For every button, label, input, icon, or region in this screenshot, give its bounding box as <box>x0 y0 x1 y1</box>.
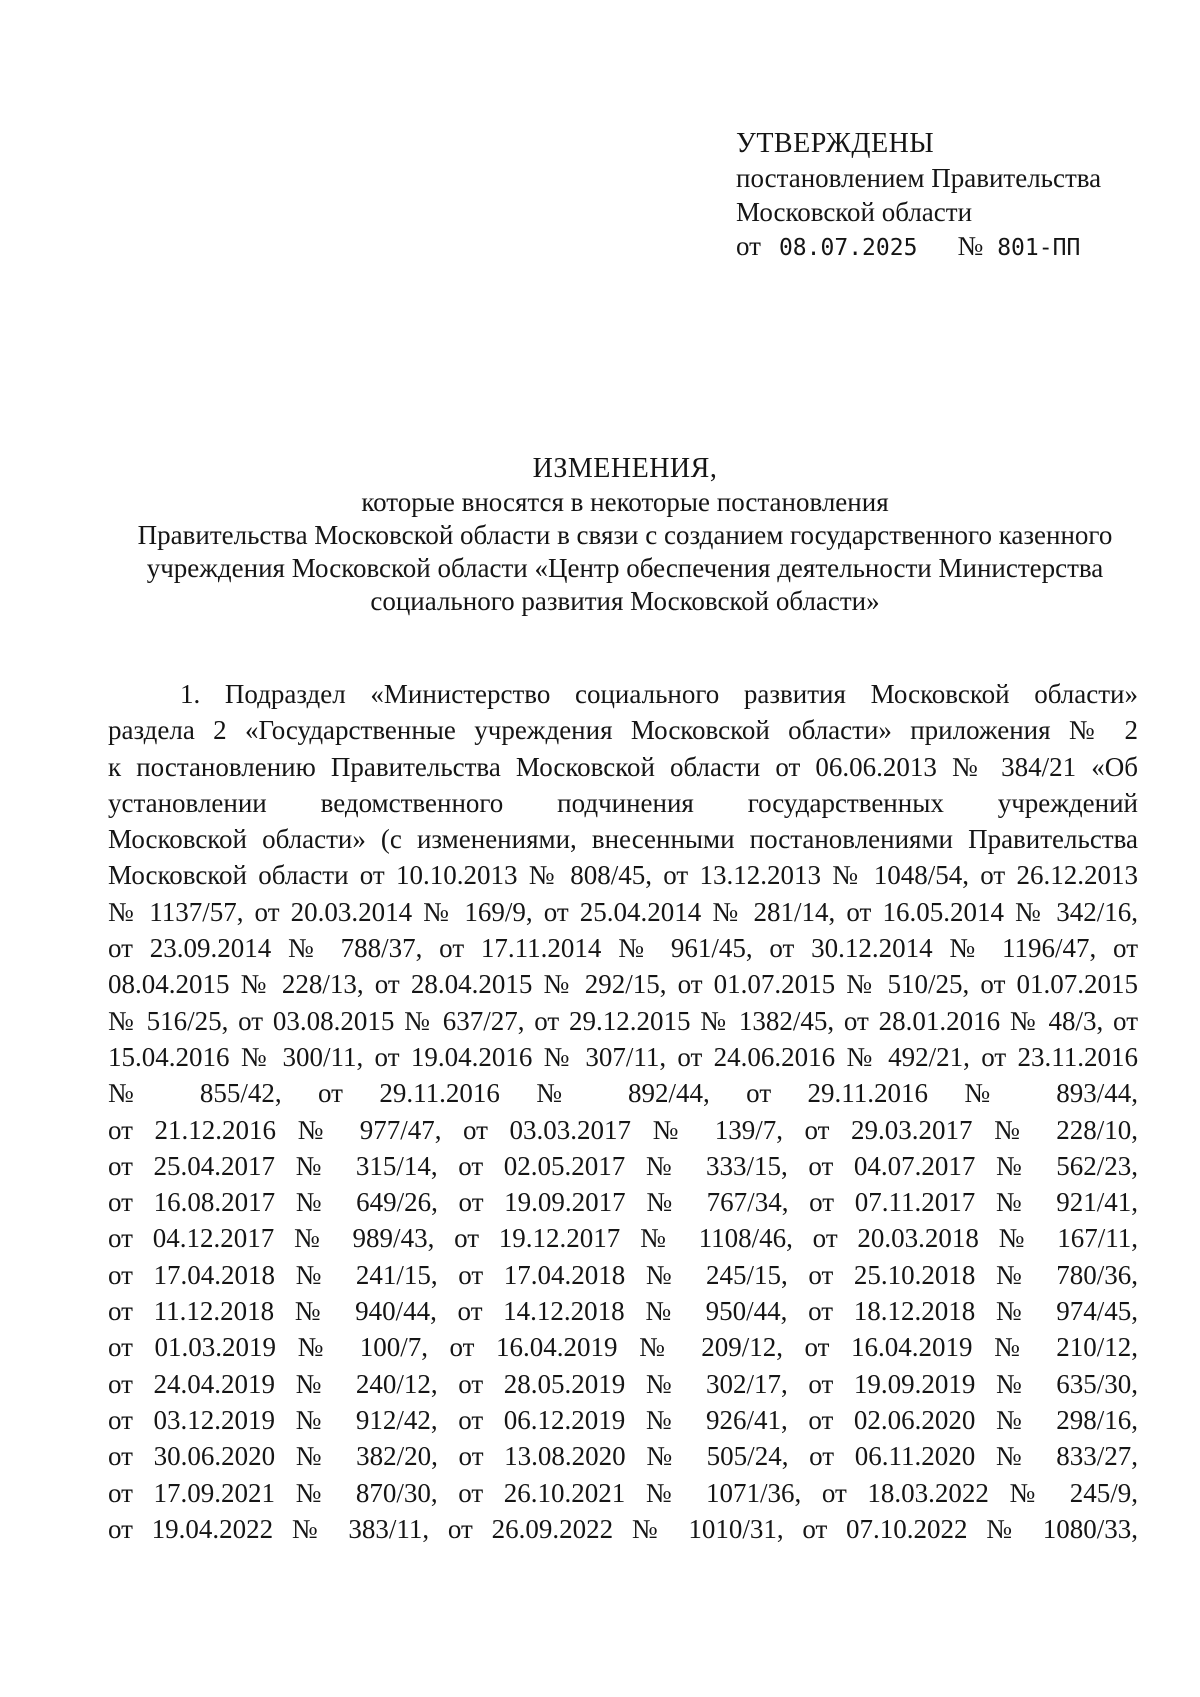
body-line: от 04.12.2017 № 989/43, от 19.12.2017 № 1108/46, от 20.03.2018 № 167/11, <box>108 1223 1138 1254</box>
body-line: 15.04.2016 № 300/11, от 19.04.2016 № 307/11, от 24.06.2016 № 492/21, от 23.11.2016 <box>108 1041 1138 1072</box>
body-line: к постановлению Правительства Московской области от 06.06.2013 № 384/21 «Об <box>108 751 1138 782</box>
body-line: 08.04.2015 № 228/13, от 28.04.2015 № 292/15, от 01.07.2015 № 510/25, от 01.07.2015 <box>108 969 1138 1000</box>
body-line: от 23.09.2014 № 788/37, от 17.11.2014 № 961/45, от 30.12.2014 № 1196/47, от <box>108 933 1138 964</box>
body-line: раздела 2 «Государственные учреждения Московской области» приложения № 2 <box>108 715 1138 746</box>
body-line: от 19.04.2022 № 383/11, от 26.09.2022 № 1010/31, от 07.10.2022 № 1080/33, <box>108 1513 1138 1544</box>
approval-date-number <box>736 229 1101 265</box>
body-line: № 516/25, от 03.08.2015 № 637/27, от 29.12.2015 № 1382/45, от 28.01.2016 № 48/3, от <box>108 1005 1138 1036</box>
body-line: установлении ведомственного подчинения государственных учреждений <box>108 787 1138 818</box>
approval-number-sign: № <box>957 231 984 261</box>
approval-title: УТВЕРЖДЕНЫ <box>736 128 935 159</box>
body-line: от 17.09.2021 № 870/30, от 26.10.2021 № 1071/36, от 18.03.2022 № 245/9, <box>108 1477 1138 1508</box>
body-line: от 16.08.2017 № 649/26, от 19.09.2017 № 767/34, от 07.11.2017 № 921/41, <box>108 1187 1138 1218</box>
body-line: от 11.12.2018 № 940/44, от 14.12.2018 № 950/44, от 18.12.2018 № 974/45, <box>108 1296 1138 1327</box>
body-line: Московской области от 10.10.2013 № 808/45, от 13.12.2013 № 1048/54, от 26.12.2013 <box>108 860 1138 891</box>
body-line: от 17.04.2018 № 241/15, от 17.04.2018 № 245/15, от 25.10.2018 № 780/36, <box>108 1259 1138 1290</box>
body-line: 1. Подраздел «Министерство социального развития Московской области» <box>180 679 1138 709</box>
approval-line-1: постановлением Правительства <box>736 163 1102 193</box>
body-line: № 855/42, от 29.11.2016 № 892/44, от 29.11.2016 № 893/44, <box>108 1078 1138 1109</box>
heading-line: учреждения Московской области «Центр обеспечения деятельности Министерства <box>146 553 1104 583</box>
document-heading <box>100 452 1150 618</box>
body-line: от 30.06.2020 № 382/20, от 13.08.2020 № 505/24, от 06.11.2020 № 833/27, <box>108 1441 1138 1472</box>
body-line: от 01.03.2019 № 100/7, от 16.04.2019 № 209/12, от 16.04.2019 № 210/12, <box>108 1332 1138 1363</box>
heading-line: которые вносятся в некоторые постановления <box>361 487 889 517</box>
approval-block <box>736 127 1101 265</box>
body-line: Московской области» (с изменениями, внесенными постановлениями Правительства <box>108 824 1138 855</box>
body-line: от 03.12.2019 № 912/42, от 06.12.2019 № 926/41, от 02.06.2020 № 298/16, <box>108 1404 1138 1435</box>
body-line: от 25.04.2017 № 315/14, от 02.05.2017 № 333/15, от 04.07.2017 № 562/23, <box>108 1150 1138 1181</box>
body-line: № 1137/57, от 20.03.2014 № 169/9, от 25.04.2014 № 281/14, от 16.05.2014 № 342/16, <box>108 896 1138 927</box>
body-line: от 21.12.2016 № 977/47, от 03.03.2017 № 139/7, от 29.03.2017 № 228/10, <box>108 1114 1138 1145</box>
heading-line: социального развития Московской области» <box>370 586 880 616</box>
body-line: от 24.04.2019 № 240/12, от 28.05.2019 № 302/17, от 19.09.2019 № 635/30, <box>108 1368 1138 1399</box>
approval-date: 08.07.2025 <box>778 235 918 261</box>
heading-title: ИЗМЕНЕНИЯ, <box>532 453 718 484</box>
approval-ot: от <box>736 231 761 261</box>
heading-line: Правительства Московской области в связи с созданием государственного казенного <box>137 520 1113 550</box>
approval-number: 801-ПП <box>997 235 1081 261</box>
approval-line-2: Московской области <box>736 197 973 227</box>
body-paragraph <box>108 676 1138 1547</box>
